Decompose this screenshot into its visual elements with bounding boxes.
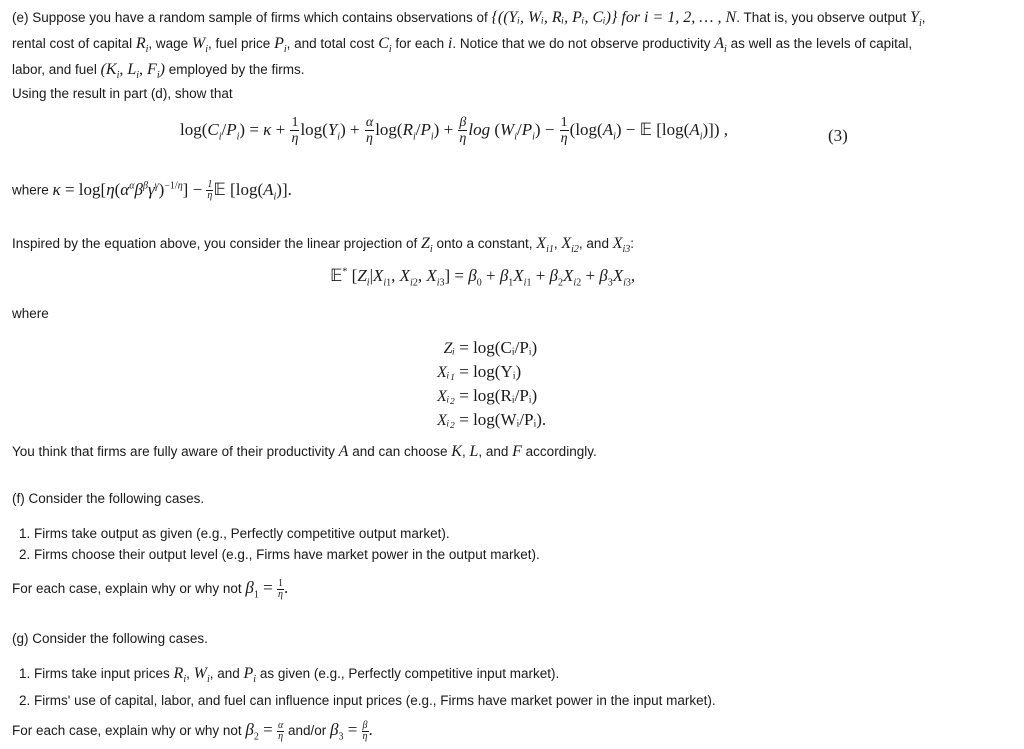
- part-f-question: For each case, explain why or why not $\beta_1$ = $\frac{1}{\eta}$ .: [12, 577, 289, 601]
- list-item: 2. Firms choose their output level (e.g., Firms have market power in the output market).: [34, 544, 540, 565]
- list-item: 1. Firms take input prices $R_i$, $W_i$, and $P_i$ as given (e.g., Perfectly competitive input market).: [34, 663, 716, 690]
- aware-text: You think that firms are fully aware of their productivity A and can choose K, L, and F accordingly.: [12, 443, 597, 460]
- part-f-list: [8, 523, 540, 565]
- part-f-label: (f): [12, 491, 25, 506]
- def-row: Zᵢ = log(Cᵢ/Pᵢ): [443, 338, 538, 357]
- part-e-intro: [12, 8, 926, 87]
- part-e-line1: (e) Suppose you have a random sample of firms which contains observations of {((Yᵢ, Wᵢ, Rᵢ, Pᵢ, Cᵢ)} for i = 1, 2, … , N. That is, you observe output $Y_i$,: [12, 9, 926, 30]
- list-item: 1. Firms take output as given (e.g., Perfectly competitive output market).: [34, 523, 540, 544]
- part-f-title: (f) Consider the following cases.: [12, 491, 205, 506]
- part-e-label: (e): [12, 10, 29, 25]
- inspired-text: Inspired by the equation above, you consider the linear projection of $Z_i$ onto a constant, $X_{i1}$, $X_{i2}$, and $X_{i3}$:: [12, 235, 635, 256]
- list-item: 2. Firms' use of capital, labor, and fuel can influence input prices (e.g., Firms have market power in the input market).: [34, 690, 716, 711]
- def-row: Xᵢ₂ = log(Rᵢ/Pᵢ): [437, 386, 538, 405]
- part-g-list: [8, 663, 716, 711]
- def-row: Xᵢ₁ = log(Yᵢ): [437, 362, 522, 381]
- part-g-question: For each case, explain why or why not $\beta_2$ = $\frac{\alpha}{\eta}$ and/or $\beta_3$ = $\frac{\beta}{\eta}$ .: [12, 719, 373, 743]
- variable-definitions: [340, 336, 546, 432]
- equation-3: $\log(C_i/P_i) = \kappa$ + $\frac{1}{\eta}$ $\log(Y_i)$ + $\frac{\alpha}{\eta}$ $\log(R_i/P_i)$ + $\frac{\beta}{\eta}$ $\log (W_i/P_i)$ − $\frac{1}{\eta}$ ($\log(A_i)$ − 𝔼 $[\log(A_i)]$) ,: [180, 115, 728, 146]
- part-g-title: (g) Consider the following cases.: [12, 631, 208, 646]
- def-row: Xᵢ₂ = log(Wᵢ/Pᵢ).: [437, 410, 547, 429]
- kappa-definition: where $\kappa = \log[\eta(\alpha^\alpha\beta^\beta\gamma^\gamma)^{-1/\eta}]$ − $\frac{1}{\eta}$ 𝔼 $[\log(A_i)]$.: [12, 179, 292, 203]
- part-g-label: (g): [12, 631, 29, 646]
- equation-number: (3): [828, 126, 848, 145]
- part-e-line3: labor, and fuel ($K_i$, $L_i$, $F_i$) employed by the firms.: [12, 61, 305, 82]
- linear-projection-equation: 𝔼* [$Z_i|X_{i1}$, $X_{i2}$, $X_{i3}] = \beta_0 + \beta_1X_{i1} + \beta_2X_{i2} + \beta_3X_{i3}$,: [330, 266, 636, 289]
- using-result-text: Using the result in part (d), show that: [12, 86, 233, 101]
- part-e-line2: rental cost of capital $R_i$, wage $W_i$, fuel price $P_i$, and total cost $C_i$ for each i. Notice that we do not observe productivity $A_i$ as well as the levels of capital,: [12, 35, 913, 56]
- where-label: where: [12, 306, 49, 321]
